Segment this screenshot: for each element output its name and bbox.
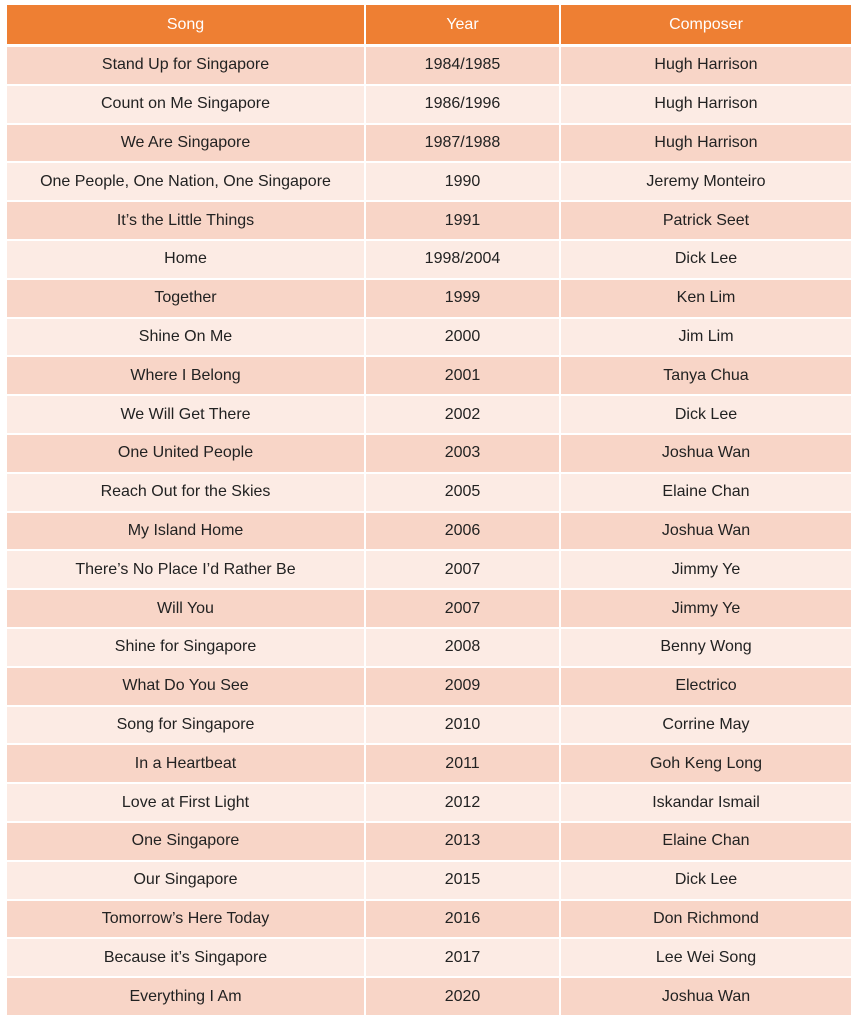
cell-year: 2020: [366, 978, 561, 1017]
cell-year: 2005: [366, 474, 561, 513]
cell-song: Reach Out for the Skies: [7, 474, 366, 513]
table-body: [7, 47, 851, 1017]
cell-year: 1990: [366, 163, 561, 202]
cell-song: One Singapore: [7, 823, 366, 862]
cell-song: Will You: [7, 590, 366, 629]
cell-composer: Hugh Harrison: [561, 47, 851, 86]
cell-song: Song for Singapore: [7, 707, 366, 746]
table-row: [7, 47, 851, 86]
cell-composer: Hugh Harrison: [561, 86, 851, 125]
cell-song: Our Singapore: [7, 862, 366, 901]
cell-year: 2001: [366, 357, 561, 396]
cell-composer: Joshua Wan: [561, 978, 851, 1017]
cell-year: 1998/2004: [366, 241, 561, 280]
cell-composer: Jimmy Ye: [561, 551, 851, 590]
cell-year: 2003: [366, 435, 561, 474]
cell-year: 2000: [366, 319, 561, 358]
cell-song: It’s the Little Things: [7, 202, 366, 241]
cell-composer: Dick Lee: [561, 241, 851, 280]
cell-year: 2008: [366, 629, 561, 668]
cell-song: Everything I Am: [7, 978, 366, 1017]
cell-year: 2011: [366, 745, 561, 784]
cell-year: 1991: [366, 202, 561, 241]
table-row: [7, 590, 851, 629]
table-row: [7, 319, 851, 358]
table-row: [7, 707, 851, 746]
cell-composer: Dick Lee: [561, 862, 851, 901]
cell-year: 2016: [366, 901, 561, 940]
cell-composer: Dick Lee: [561, 396, 851, 435]
cell-song: What Do You See: [7, 668, 366, 707]
table-row: [7, 551, 851, 590]
cell-year: 1999: [366, 280, 561, 319]
table-row: [7, 862, 851, 901]
cell-composer: Corrine May: [561, 707, 851, 746]
header-composer: Composer: [561, 5, 851, 47]
cell-composer: Elaine Chan: [561, 823, 851, 862]
cell-composer: Iskandar Ismail: [561, 784, 851, 823]
cell-year: 1984/1985: [366, 47, 561, 86]
cell-composer: Patrick Seet: [561, 202, 851, 241]
cell-year: 1986/1996: [366, 86, 561, 125]
cell-year: 2013: [366, 823, 561, 862]
table-row: [7, 241, 851, 280]
table-row: [7, 901, 851, 940]
table-row: [7, 474, 851, 513]
cell-song: In a Heartbeat: [7, 745, 366, 784]
cell-song: Shine for Singapore: [7, 629, 366, 668]
cell-year: 2015: [366, 862, 561, 901]
table-row: [7, 280, 851, 319]
cell-composer: Jimmy Ye: [561, 590, 851, 629]
header-year: Year: [366, 5, 561, 47]
table-row: [7, 396, 851, 435]
table-row: [7, 435, 851, 474]
cell-song: Because it’s Singapore: [7, 939, 366, 978]
cell-composer: Elaine Chan: [561, 474, 851, 513]
cell-song: My Island Home: [7, 513, 366, 552]
cell-composer: Joshua Wan: [561, 513, 851, 552]
table-row: [7, 978, 851, 1017]
cell-year: 2012: [366, 784, 561, 823]
cell-composer: Jeremy Monteiro: [561, 163, 851, 202]
table-row: [7, 939, 851, 978]
cell-year: 2017: [366, 939, 561, 978]
cell-song: Stand Up for Singapore: [7, 47, 366, 86]
table-header-row: [7, 5, 851, 47]
cell-year: 2002: [366, 396, 561, 435]
table-row: [7, 784, 851, 823]
songs-table: [7, 5, 851, 1017]
cell-song: There’s No Place I’d Rather Be: [7, 551, 366, 590]
cell-song: Home: [7, 241, 366, 280]
table-row: [7, 823, 851, 862]
cell-composer: Tanya Chua: [561, 357, 851, 396]
cell-composer: Electrico: [561, 668, 851, 707]
cell-year: 2007: [366, 551, 561, 590]
table-row: [7, 745, 851, 784]
cell-composer: Hugh Harrison: [561, 125, 851, 164]
cell-composer: Lee Wei Song: [561, 939, 851, 978]
table-row: [7, 163, 851, 202]
table-row: [7, 629, 851, 668]
table-row: [7, 125, 851, 164]
cell-song: Count on Me Singapore: [7, 86, 366, 125]
cell-composer: Ken Lim: [561, 280, 851, 319]
cell-song: Where I Belong: [7, 357, 366, 396]
cell-song: We Will Get There: [7, 396, 366, 435]
cell-year: 1987/1988: [366, 125, 561, 164]
songs-table-container: [7, 5, 851, 1017]
cell-song: Love at First Light: [7, 784, 366, 823]
cell-song: Together: [7, 280, 366, 319]
cell-song: One United People: [7, 435, 366, 474]
cell-song: We Are Singapore: [7, 125, 366, 164]
cell-composer: Joshua Wan: [561, 435, 851, 474]
table-row: [7, 513, 851, 552]
cell-year: 2007: [366, 590, 561, 629]
table-row: [7, 202, 851, 241]
cell-song: Shine On Me: [7, 319, 366, 358]
header-song: Song: [7, 5, 366, 47]
cell-year: 2006: [366, 513, 561, 552]
cell-year: 2009: [366, 668, 561, 707]
cell-composer: Benny Wong: [561, 629, 851, 668]
cell-composer: Goh Keng Long: [561, 745, 851, 784]
cell-song: One People, One Nation, One Singapore: [7, 163, 366, 202]
table-row: [7, 357, 851, 396]
table-row: [7, 668, 851, 707]
cell-song: Tomorrow’s Here Today: [7, 901, 366, 940]
table-row: [7, 86, 851, 125]
cell-year: 2010: [366, 707, 561, 746]
cell-composer: Don Richmond: [561, 901, 851, 940]
cell-composer: Jim Lim: [561, 319, 851, 358]
